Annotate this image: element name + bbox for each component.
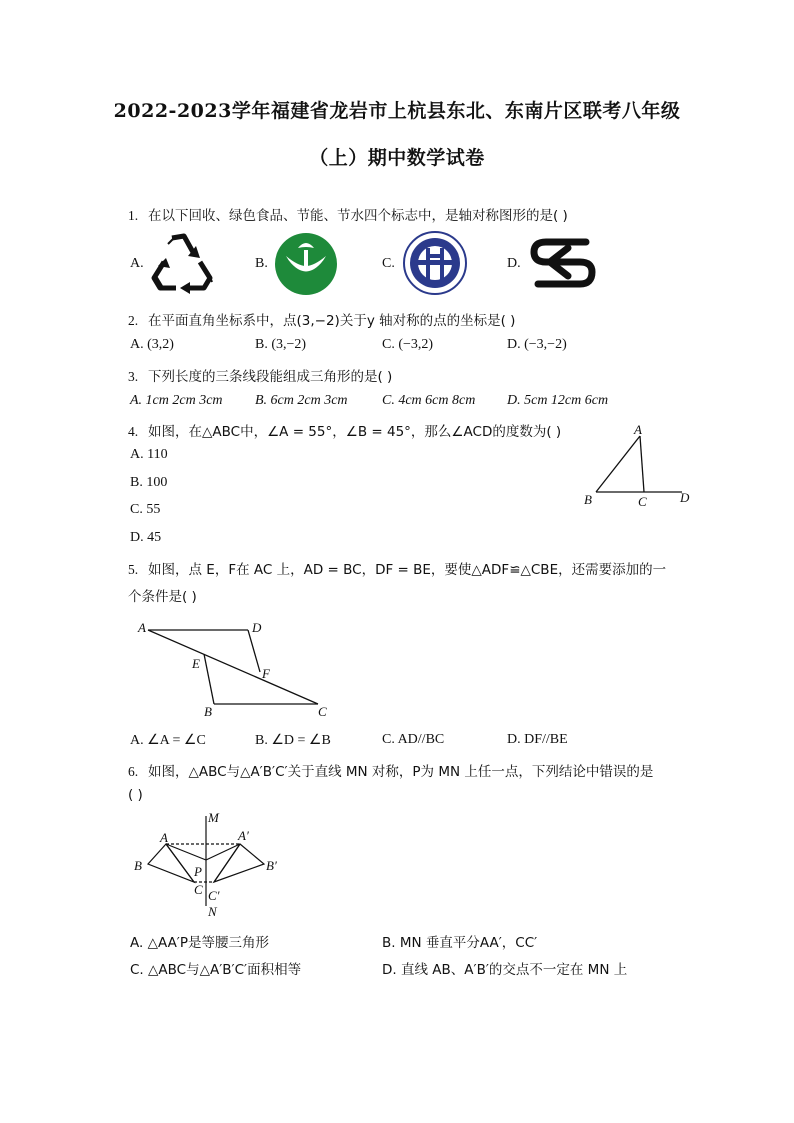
q6-option-a: A. △AA′P是等腰三角形: [130, 935, 270, 951]
water-saving-icon: [528, 234, 598, 292]
q6-option-b: B. MN 垂直平分AA′，CC′: [382, 935, 538, 951]
question-number: 3.: [128, 369, 139, 384]
title-line-1: 2022-2023学年福建省龙岩市上杭县东北、东南片区联考八年级: [113, 100, 681, 122]
question-text: 在平面直角坐标系中，点(3,−2)关于y 轴对称的点的坐标是( ): [148, 313, 516, 329]
label-f: F: [262, 666, 270, 681]
label-a: A: [634, 422, 642, 437]
q5-option-b: B. ∠D = ∠B: [255, 733, 331, 748]
label-d: D: [680, 490, 690, 505]
title-line-2: （上）期中数学试卷: [309, 147, 485, 169]
label-e: E: [192, 656, 200, 671]
question-4: [128, 420, 561, 440]
q6-option-c: C. △ABC与△A′B′C′面积相等: [130, 962, 302, 978]
q1-option-d: D.: [507, 256, 521, 271]
q2-option-d: D. (−3,−2): [507, 337, 567, 352]
label-a: A: [160, 830, 168, 845]
green-food-icon: [274, 232, 338, 296]
label-n: N: [208, 904, 217, 919]
question-6-cont: ( ): [128, 787, 143, 803]
q4-option-b: B. 100: [130, 475, 168, 490]
label-c: C: [318, 704, 327, 719]
label-m: M: [208, 810, 219, 825]
label-a: A: [138, 620, 146, 635]
q3-option-c: C. 4cm 6cm 8cm: [382, 393, 476, 408]
question-2: [128, 309, 515, 329]
q2-option-a: A. (3,2): [130, 337, 174, 352]
label-p: P: [194, 864, 202, 879]
q6-option-d: D. 直线 AB、A′B′的交点不一定在 MN 上: [382, 962, 628, 978]
question-text: 下列长度的三条线段能组成三角形的是( ): [148, 369, 393, 385]
label-d: D: [252, 620, 262, 635]
q5-option-a: A. ∠A = ∠C: [130, 733, 206, 748]
q5-option-d: D. DF//BE: [507, 732, 568, 747]
question-6: [128, 760, 653, 780]
q2-option-c: C. (−3,2): [382, 337, 434, 352]
question-text: 如图，点 E，F在 AC 上，AD = BC，DF = BE，要使△ADF≌△CBE，还需要添加的一: [148, 562, 667, 578]
q3-option-a: A. 1cm 2cm 3cm: [130, 393, 223, 408]
q2-option-b: B. (3,−2): [255, 337, 307, 352]
q4-option-c: C. 55: [130, 502, 161, 517]
question-number: 1.: [128, 208, 139, 223]
recycle-icon: [150, 232, 218, 296]
label-b: B: [204, 704, 212, 719]
question-text: 如图，在△ABC中，∠A = 55°，∠B = 45°，那么∠ACD的度数为( ): [148, 424, 562, 440]
label-c: C: [194, 882, 203, 897]
energy-saving-icon: [402, 230, 468, 296]
question-text: 在以下回收、绿色食品、节能、节水四个标志中，是轴对称图形的是( ): [148, 208, 568, 224]
q4-triangle-figure: [578, 420, 698, 512]
question-5: [128, 558, 666, 578]
label-c-prime: C′: [208, 888, 220, 903]
label-b: B: [584, 492, 592, 507]
question-number: 2.: [128, 313, 139, 328]
question-number: 5.: [128, 562, 139, 577]
question-number: 4.: [128, 424, 139, 439]
label-b: B: [134, 858, 142, 873]
q1-option-b: B.: [255, 256, 268, 271]
q4-option-a: A. 110: [130, 447, 168, 462]
label-c: C: [638, 494, 647, 509]
q3-option-d: D. 5cm 12cm 6cm: [507, 393, 609, 408]
question-number: 6.: [128, 764, 139, 779]
q5-figure: [134, 616, 344, 722]
q6-figure: [128, 808, 298, 920]
q1-option-a: A.: [130, 256, 144, 271]
question-3: [128, 365, 392, 385]
question-1: [128, 204, 568, 224]
question-text: 如图，△ABC与△A′B′C′关于直线 MN 对称，P为 MN 上任一点，下列结论中错误的是: [148, 764, 654, 780]
q3-option-b: B. 6cm 2cm 3cm: [255, 393, 348, 408]
q4-option-d: D. 45: [130, 530, 162, 545]
q5-option-c: C. AD//BC: [382, 732, 445, 747]
question-5-cont: 个条件是( ): [128, 589, 197, 605]
label-b-prime: B′: [266, 858, 277, 873]
q1-option-c: C.: [382, 256, 395, 271]
label-a-prime: A′: [238, 828, 249, 843]
